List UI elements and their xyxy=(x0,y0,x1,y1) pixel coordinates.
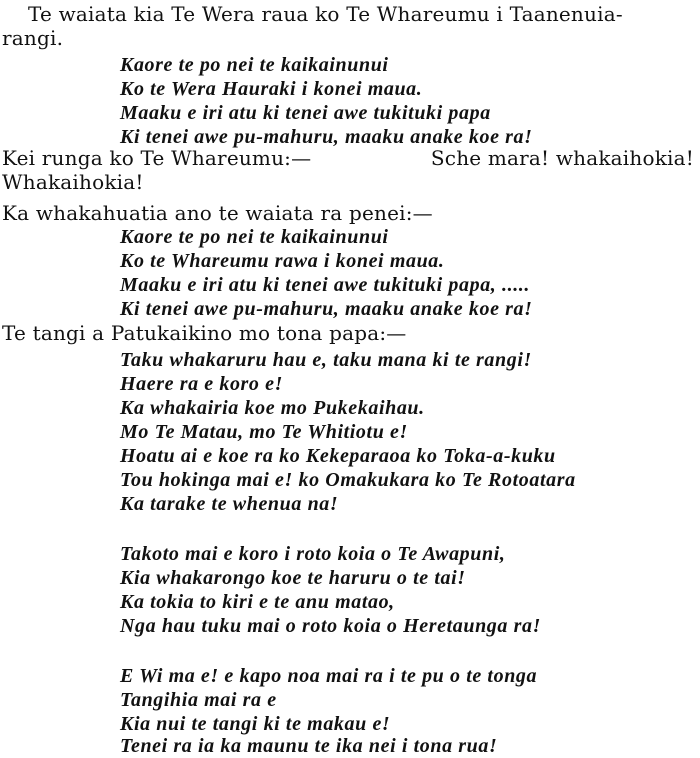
verse2-line-2: Ko te Whareumu rawa i konei maua. xyxy=(120,250,445,272)
kei-runga-right: Sche mara! whakaihokia! xyxy=(430,146,694,170)
lament1-line-2: Haere ra e koro e! xyxy=(120,373,283,395)
verse2-line-3: Maaku e iri atu ki tenei awe tukituki papa, ..... xyxy=(120,274,530,296)
lament3-line-1: E Wi ma e! e kapo noa mai ra i te pu o te tonga xyxy=(120,665,538,687)
lament1-line-1: Taku whakaruru hau e, taku mana ki te rangi! xyxy=(120,349,532,371)
lament1-line-5: Hoatu ai e koe ra ko Kekeparaoa ko Toka-a-kuku xyxy=(120,445,556,467)
verse1-line-2: Ko te Wera Hauraki i konei maua. xyxy=(120,78,423,100)
verse1-line-1: Kaore te po nei te kaikainunui xyxy=(120,54,389,76)
intro-line-1: Te waiata kia Te Wera raua ko Te Whareumu i Taanenuia- xyxy=(28,2,623,26)
kei-runga-line xyxy=(2,146,694,170)
verse1-line-3: Maaku e iri atu ki tenei awe tukituki papa xyxy=(120,102,491,124)
verse2-line-1: Kaore te po nei te kaikainunui xyxy=(120,226,389,248)
lament2-line-4: Nga hau tuku mai o roto koia o Heretaunga ra! xyxy=(120,615,541,637)
kei-runga-left: Kei runga ko Te Whareumu:— xyxy=(2,146,312,170)
lament2-line-2: Kia whakarongo koe te haruru o te tai! xyxy=(120,567,466,589)
lament2-line-1: Takoto mai e koro i roto koia o Te Awapuni, xyxy=(120,543,506,565)
lament3-line-4: Tenei ra ia ka maunu te ika nei i tona rua! xyxy=(120,735,498,757)
lament1-line-6: Tou hokinga mai e! ko Omakukara ko Te Rotoatara xyxy=(120,469,576,491)
lament3-line-3: Kia nui te tangi ki te makau e! xyxy=(120,713,391,735)
lament1-line-3: Ka whakairia koe mo Pukekaihau. xyxy=(120,397,425,419)
verse1-line-4: Ki tenei awe pu-mahuru, maaku anake koe ra! xyxy=(120,126,533,148)
intro-line-2: rangi. xyxy=(2,26,64,50)
lament3-line-2: Tangihia mai ra e xyxy=(120,689,277,711)
ka-whakahuatia-line: Ka whakahuatia ano te waiata ra penei:— xyxy=(2,201,433,225)
lament1-line-7: Ka tarake te whenua na! xyxy=(120,493,339,515)
te-tangi-line: Te tangi a Patukaikino mo tona papa:— xyxy=(2,321,407,345)
lament1-line-4: Mo Te Matau, mo Te Whitiotu e! xyxy=(120,421,408,443)
verse2-line-4: Ki tenei awe pu-mahuru, maaku anake koe ra! xyxy=(120,298,533,320)
whakaihokia-line: Whakaihokia! xyxy=(2,170,144,194)
lament2-line-3: Ka tokia to kiri e te anu matao, xyxy=(120,591,395,613)
